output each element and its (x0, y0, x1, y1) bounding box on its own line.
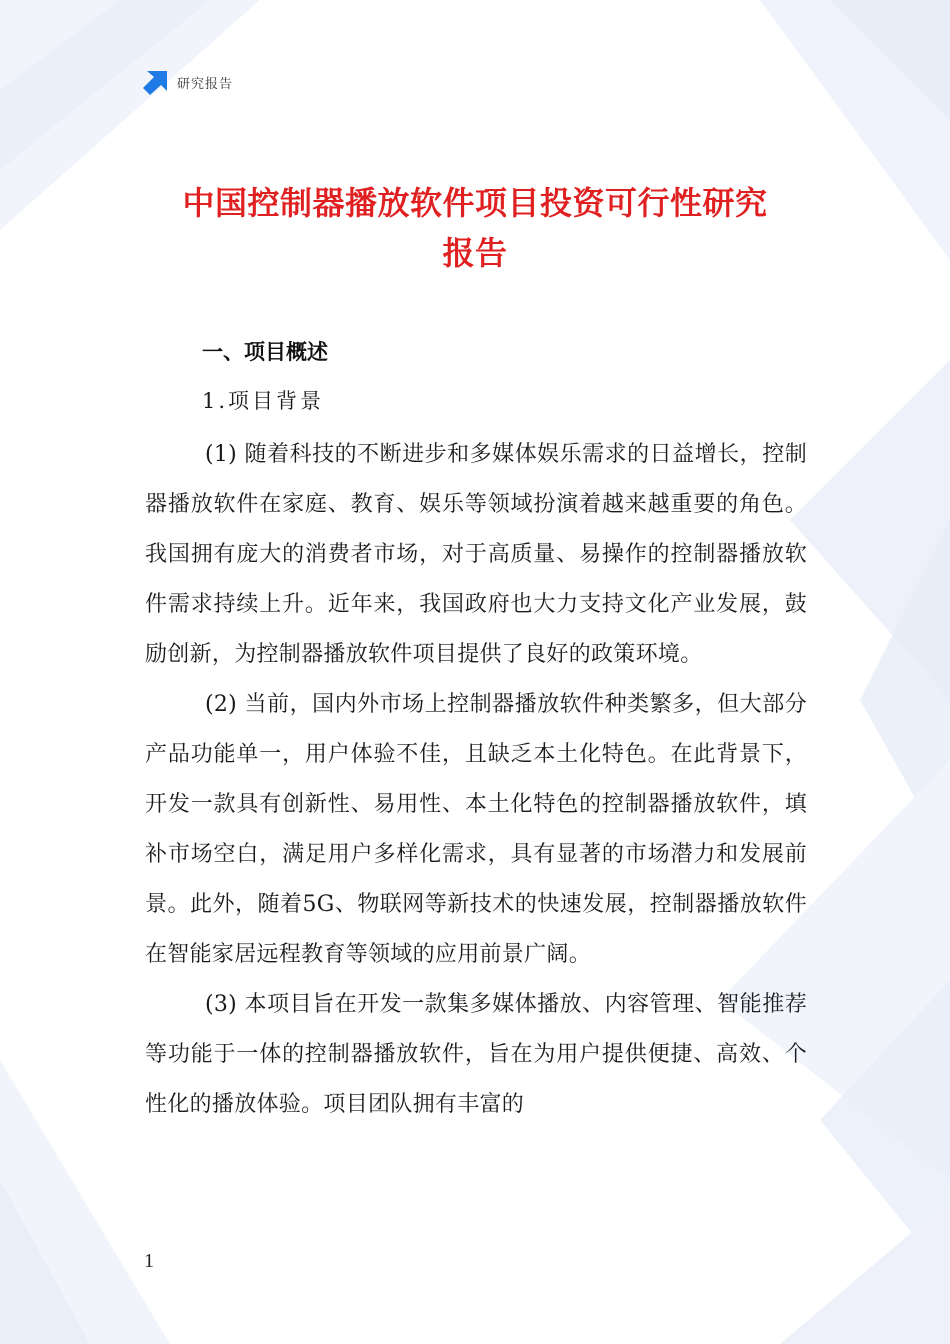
paragraph-1: (1) 随着科技的不断进步和多媒体娱乐需求的日益增长，控制器播放软件在家庭、教育、娱乐等领域扮演着越来越重要的角色。我国拥有庞大的消费者市场，对于高质量、易操作的控制器播放软件需求持续上升。近年来，我国政府也大力支持文化产业发展，鼓励创新，为控制器播放软件项目提供了良好的政策环境。 (145, 442, 807, 667)
title-line-1: 中国控制器播放软件项目投资可行性研究 (182, 184, 768, 222)
section-heading: 一、项目概述 (202, 340, 328, 364)
body-text (145, 430, 807, 1130)
subsection-heading: 1.项目背景 (202, 389, 325, 413)
page-number: 1 (144, 1250, 154, 1272)
report-header (143, 68, 233, 96)
paragraph-2: (2) 当前，国内外市场上控制器播放软件种类繁多，但大部分产品功能单一，用户体验不佳，且缺乏本土化特色。在此背景下，开发一款具有创新性、易用性、本土化特色的控制器播放软件，填补市场空白，满足用户多样化需求，具有显著的市场潜力和发展前景。此外，随着5G、物联网等新技术的快速发展，控制器播放软件在智能家居远程教育等领域的应用前景广阔。 (145, 692, 807, 967)
title-line-2: 报告 (442, 234, 508, 272)
paragraph-3: (3) 本项目旨在开发一款集多媒体播放、内容管理、智能推荐等功能于一体的控制器播放软件，旨在为用户提供便捷、高效、个性化的播放体验。项目团队拥有丰富的 (145, 992, 807, 1117)
arrow-up-right-icon (143, 69, 169, 95)
header-label: 研究报告 (177, 76, 234, 92)
document-title (140, 178, 810, 278)
